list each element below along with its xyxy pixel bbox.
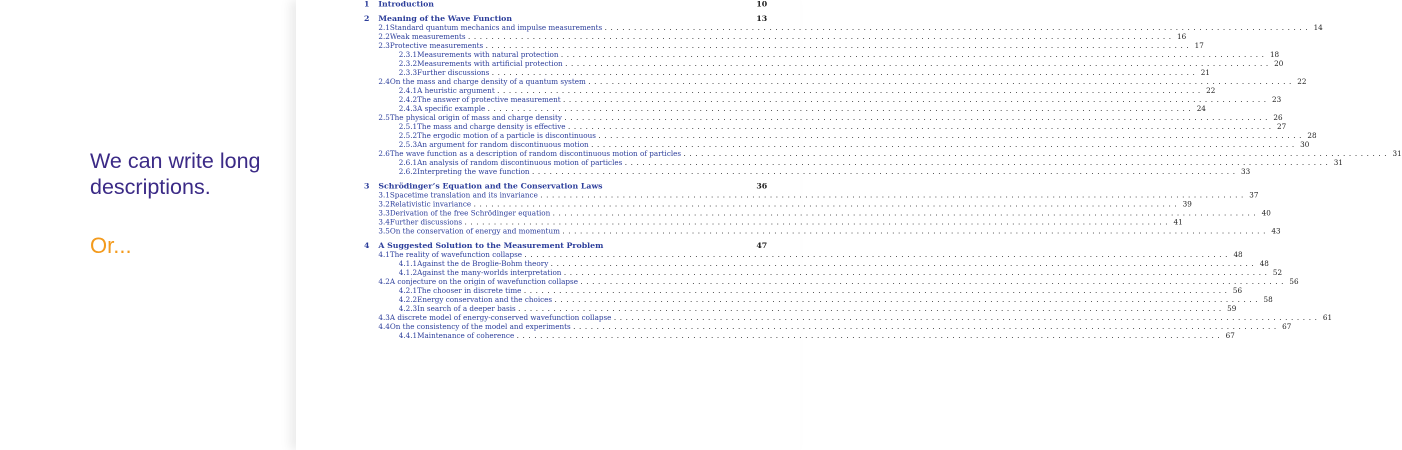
toc-entry-title: Weak measurements: [389, 32, 466, 41]
toc-sec-row[interactable]: [364, 250, 1243, 259]
toc-leader-dots: ........................................................................................................................: [588, 77, 1295, 86]
toc-sec-row[interactable]: [364, 208, 1271, 218]
toc-sub-row[interactable]: [364, 104, 1206, 113]
toc-entry-number: 4.2.1: [398, 286, 418, 295]
toc-entry-number: 2.5.1: [398, 122, 418, 131]
toc-sub-row[interactable]: [364, 86, 1216, 95]
toc-sub-row[interactable]: [364, 131, 1317, 140]
toc-leader-dots: ........................................................................................................................: [487, 104, 1195, 113]
toc-leader-dots: ........................................................................................................................: [540, 190, 1247, 200]
toc-entry-title: A specific example: [417, 104, 486, 113]
toc-entry-page: 28: [1307, 131, 1317, 140]
toc-leader-dots: ........................................................................................................................: [567, 122, 1275, 131]
table-of-contents-page: [296, 0, 1402, 450]
toc-entry-number: 2.3.1: [398, 50, 418, 59]
toc-entry-page: 26: [1273, 113, 1283, 122]
toc-entry-page: 52: [1272, 268, 1283, 277]
toc-leader-dots: ........................................................................................................................: [598, 131, 1305, 140]
toc-entry-title: Spacetime translation and its invariance: [389, 190, 538, 200]
toc-entry-number: 2: [364, 14, 370, 24]
toc-entry-title: Further discussions: [417, 68, 490, 77]
toc-leader-dots: ........................................................................................................................: [560, 50, 1268, 59]
toc-sub-row[interactable]: [364, 140, 1310, 149]
toc-entry-page: 21: [1200, 68, 1210, 77]
slide-main-text: We can write long descriptions.: [90, 149, 261, 199]
toc-sec-row[interactable]: [364, 199, 1192, 209]
toc-entry-page: 48: [1233, 250, 1243, 259]
toc-entry-page: 41: [1173, 217, 1183, 227]
toc-entry-page: 61: [1322, 313, 1333, 322]
toc-entry-page: 24: [1196, 104, 1206, 113]
toc-entry-number: 2.6.2: [398, 167, 418, 176]
toc-sec-row[interactable]: [364, 226, 1281, 236]
toc-list: [364, 0, 1402, 340]
toc-leader-dots: ........................................................................................................................: [552, 208, 1260, 218]
toc-sub-row[interactable]: [364, 268, 1283, 277]
toc-entry-number: 4.1: [378, 250, 390, 259]
toc-leader-dots: ........................................................................................................................: [468, 32, 1175, 41]
toc-leader-dots: ........................................................................................................................: [613, 313, 1321, 322]
toc-entry-page: 36: [756, 181, 768, 191]
toc-entry-number: 3.1: [378, 190, 390, 200]
toc-sub-row[interactable]: [364, 50, 1280, 59]
toc-entry-title: The ergodic motion of a particle is discontinuous: [417, 131, 596, 140]
toc-leader-dots: ........................................................................................................................: [491, 68, 1199, 77]
toc-entry-number: 2.1: [378, 23, 390, 32]
toc-entry-page: 56: [1232, 286, 1243, 295]
toc-entry-title: On the conservation of energy and momentum: [389, 226, 560, 236]
toc-sec-row[interactable]: [364, 23, 1323, 32]
toc-entry-page: 48: [1259, 259, 1269, 268]
toc-sec-row[interactable]: [364, 277, 1299, 286]
toc-leader-dots: ........................................................................................................................: [591, 140, 1298, 149]
toc-sub-row[interactable]: [364, 95, 1282, 104]
toc-entry-title: Relativistic invariance: [389, 199, 472, 209]
toc-entry-number: 3.4: [378, 217, 390, 227]
toc-sub-row[interactable]: [364, 68, 1210, 77]
toc-entry-page: 22: [1206, 86, 1216, 95]
toc-entry-number: 4.2: [378, 277, 390, 286]
toc-leader-dots: ........................................................................................................................: [683, 149, 1391, 158]
toc-sec-row[interactable]: [364, 41, 1204, 50]
toc-entry-page: 23: [1272, 95, 1282, 104]
toc-entry-page: 58: [1263, 295, 1273, 304]
toc-entry-number: 4.4.1: [398, 331, 418, 340]
toc-entry-number: 2.5: [378, 113, 390, 122]
toc-entry-title: Derivation of the free Schrödinger equation: [389, 208, 551, 218]
toc-entry-page: 17: [1194, 41, 1204, 50]
toc-entry-number: 3: [364, 181, 370, 191]
toc-entry-page: 67: [1282, 322, 1292, 331]
toc-entry-title: On the mass and charge density of a quantum system: [389, 77, 586, 86]
toc-sub-row[interactable]: [364, 286, 1243, 295]
toc-entry-number: 2.6.1: [398, 158, 418, 167]
toc-leader-dots: ........................................................................................................................: [554, 295, 1262, 304]
toc-leader-dots: ........................................................................................................................: [580, 277, 1288, 286]
toc-entry-page: 18: [1269, 50, 1280, 59]
toc-entry-page: 40: [1261, 208, 1271, 218]
toc-entry-page: 10: [756, 0, 768, 9]
toc-leader-dots: ........................................................................................................................: [564, 113, 1271, 122]
toc-chapter-row[interactable]: [364, 241, 767, 250]
toc-sec-row[interactable]: [364, 313, 1333, 322]
toc-sub-row[interactable]: [364, 158, 1343, 167]
toc-entry-title: Meaning of the Wave Function: [378, 14, 513, 24]
toc-entry-number: 4: [364, 241, 370, 251]
toc-entry-title: Further discussions: [389, 217, 463, 227]
toc-entry-number: 4.4: [378, 322, 390, 331]
toc-leader-dots: ........................................................................................................................: [573, 322, 1280, 331]
toc-entry-number: 4.1.2: [398, 268, 418, 277]
toc-entry-title: Maintenance of coherence: [417, 331, 515, 340]
toc-entry-number: 2.3.3: [398, 68, 418, 77]
toc-entry-number: 2.5.2: [398, 131, 418, 140]
toc-sec-row[interactable]: [364, 32, 1187, 41]
toc-entry-number: 2.4.3: [398, 104, 418, 113]
toc-sub-row[interactable]: [364, 59, 1284, 68]
toc-entry-title: Standard quantum mechanics and impulse measurements: [389, 23, 603, 32]
toc-entry-page: 39: [1182, 199, 1192, 209]
toc-sub-row[interactable]: [364, 259, 1269, 268]
toc-entry-number: 1: [364, 0, 370, 9]
toc-entry-number: 4.2.3: [398, 304, 418, 313]
toc-entry-number: 2.6: [378, 149, 390, 158]
toc-entry-title: Energy conservation and the choices: [417, 295, 553, 304]
toc-entry-title: Interpreting the wave function: [417, 167, 530, 176]
toc-entry-number: 3.2: [378, 199, 390, 209]
toc-entry-title: Against the many-worlds interpretation: [417, 268, 562, 277]
toc-sub-row[interactable]: [364, 331, 1235, 340]
toc-leader-dots: ........................................................................................................................: [523, 286, 1231, 295]
toc-leader-dots: ........................................................................................................................: [516, 331, 1224, 340]
toc-sec-row[interactable]: [364, 77, 1307, 86]
toc-leader-dots: ........................................................................................................................: [562, 226, 1269, 236]
toc-entry-number: 2.4.2: [398, 95, 418, 104]
toc-entry-number: 2.5.3: [398, 140, 418, 149]
toc-entry-page: 30: [1300, 140, 1310, 149]
toc-entry-title: On the consistency of the model and experiments: [389, 322, 571, 331]
toc-entry-number: 4.1.1: [398, 259, 418, 268]
toc-leader-dots: ........................................................................................................................: [550, 259, 1258, 268]
toc-chapter-row[interactable]: [364, 182, 767, 191]
toc-sec-row[interactable]: [364, 113, 1283, 122]
toc-entry-page: 56: [1289, 277, 1299, 286]
toc-entry-page: 22: [1297, 77, 1307, 86]
toc-entry-page: 37: [1249, 190, 1259, 200]
toc-entry-page: 20: [1274, 59, 1284, 68]
toc-entry-title: Introduction: [378, 0, 434, 9]
toc-entry-number: 2.3: [378, 41, 390, 50]
toc-leader-dots: ........................................................................................................................: [464, 217, 1172, 227]
toc-entry-page: 27: [1276, 122, 1287, 131]
toc-leader-dots: ........................................................................................................................: [565, 59, 1272, 68]
toc-chapter-row[interactable]: [364, 14, 767, 23]
toc-sec-row[interactable]: [364, 190, 1259, 200]
toc-chapter-row[interactable]: [364, 0, 767, 9]
toc-sub-row[interactable]: [364, 122, 1287, 131]
toc-leader-dots: ........................................................................................................................: [604, 23, 1312, 32]
toc-entry-number: 3.5: [378, 226, 390, 236]
toc-sub-row[interactable]: [364, 295, 1273, 304]
toc-entry-page: 67: [1225, 331, 1235, 340]
toc-leader-dots: ........................................................................................................................: [531, 167, 1239, 176]
toc-leader-dots: ........................................................................................................................: [563, 268, 1271, 277]
slide-or-text: Or...: [90, 233, 132, 258]
toc-entry-number: 2.4: [378, 77, 390, 86]
toc-entry-page: 59: [1227, 304, 1237, 313]
toc-entry-page: 31: [1333, 158, 1343, 167]
toc-sec-row[interactable]: [364, 322, 1292, 331]
toc-entry-title: In search of a deeper basis: [417, 304, 516, 313]
toc-entry-title: The reality of wavefunction collapse: [389, 250, 523, 259]
toc-entry-title: Measurements with natural protection: [417, 50, 559, 59]
toc-entry-number: 2.3.2: [398, 59, 418, 68]
toc-entry-title: The chooser in discrete time: [417, 286, 522, 295]
toc-entry-page: 14: [1313, 23, 1323, 32]
toc-entry-title: Against the de Broglie-Bohm theory: [417, 259, 549, 268]
toc-entry-title: Measurements with artificial protection: [417, 59, 563, 68]
toc-entry-number: 4.2.2: [398, 295, 418, 304]
toc-entry-title: A conjecture on the origin of wavefunction collapse: [389, 277, 578, 286]
toc-entry-number: 4.3: [378, 313, 390, 322]
toc-entry-number: 2.4.1: [398, 86, 418, 95]
toc-entry-page: 33: [1240, 167, 1251, 176]
toc-sub-row[interactable]: [364, 304, 1237, 313]
toc-sub-row[interactable]: [364, 167, 1251, 176]
toc-leader-dots: ........................................................................................................................: [624, 158, 1332, 167]
toc-entry-title: Protective measurements: [389, 41, 484, 50]
toc-entry-page: 13: [756, 14, 768, 24]
toc-entry-title: The mass and charge density is effective: [417, 122, 566, 131]
toc-leader-dots: ........................................................................................................................: [497, 86, 1204, 95]
toc-leader-dots: ........................................................................................................................: [518, 304, 1225, 313]
toc-entry-page: 31: [1392, 149, 1402, 158]
toc-entry-title: The wave function as a description of random discontinuous motion of particles: [389, 149, 682, 158]
toc-entry-title: A heuristic argument: [417, 86, 495, 95]
toc-entry-page: 16: [1177, 32, 1187, 41]
toc-entry-number: 2.2: [378, 32, 390, 41]
toc-entry-title: The answer of protective measurement: [417, 95, 561, 104]
toc-leader-dots: ........................................................................................................................: [524, 250, 1232, 259]
toc-entry-title: A discrete model of energy-conserved wavefunction collapse: [389, 313, 612, 322]
toc-entry-page: 47: [756, 241, 768, 251]
toc-entry-title: An analysis of random discontinuous motion of particles: [417, 158, 623, 167]
toc-entry-number: 3.3: [378, 208, 390, 218]
toc-entry-page: 43: [1271, 226, 1281, 236]
toc-entry-title: The physical origin of mass and charge density: [389, 113, 562, 122]
toc-leader-dots: ........................................................................................................................: [563, 95, 1270, 104]
toc-entry-title: A Suggested Solution to the Measurement Problem: [378, 241, 604, 251]
toc-entry-title: An argument for random discontinuous motion: [417, 140, 589, 149]
toc-sec-row[interactable]: [364, 217, 1183, 227]
toc-leader-dots: ........................................................................................................................: [473, 199, 1181, 209]
toc-leader-dots: ........................................................................................................................: [485, 41, 1193, 50]
toc-sec-row[interactable]: [364, 149, 1402, 158]
toc-entry-title: Schrödinger’s Equation and the Conservation Laws: [378, 181, 603, 191]
